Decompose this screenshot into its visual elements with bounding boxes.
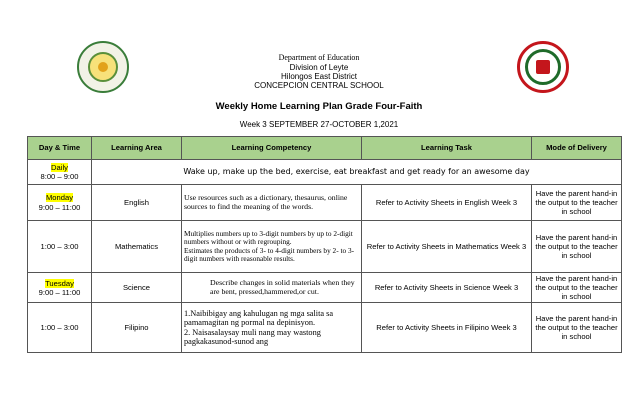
table-row [28,273,622,303]
learning-competency: Use resources such as a dictionary, thesaurus, online sources to find the meaning of the words. [182,185,362,221]
learning-plan-table [27,136,622,353]
competency-item: 2. Naisasalaysay muli nang may wastong pagkakasunod-sunod ang [184,327,321,347]
table-row [28,185,622,221]
table-header-row [28,137,622,160]
learning-area: Mathematics [92,221,182,273]
competency-item: Describe changes in solid materials when they are bent, pressed,hammered,or cut. [210,277,355,296]
row-day-time [28,185,92,221]
day-label: Tuesday [45,278,74,288]
time-label: 1:00 – 3:00 [40,323,79,333]
learning-area: Science [92,273,182,303]
learning-task: Refer to Activity Sheets in English Week 3 [362,185,532,221]
week-range: Week 3 SEPTEMBER 27-OCTOBER 1,2021 [239,120,399,129]
learning-competency [182,273,362,303]
daily-day-time [28,160,92,185]
day-label: Daily [51,162,68,172]
row-day-time [28,221,92,273]
learning-competency [182,303,362,353]
competency-item: Multiplies numbers up to 3-digit numbers by up to 2-digit numbers without or with regrouping. [184,228,353,247]
time-label: 9:00 – 11:00 [38,202,81,212]
day-label: Monday [45,193,74,203]
header-learning-area: Learning Area [92,137,182,160]
competency-item: 1.Naibibigay ang kahulugan ng mga salita sa pamamagitan ng pormal na depinisyon. [184,308,334,328]
competency-item: Estimates the products of 3- to 4-digit numbers by 2- to 3-digit numbers with reasonable results. [184,245,355,263]
time-label: 8:00 – 9:00 [40,172,79,181]
learning-area: English [92,185,182,221]
learning-task: Refer to Activity Sheets in Filipino Week 3 [362,303,532,353]
mode-of-delivery: Have the parent hand-in the output to the teacher in school [532,273,622,303]
daily-routine: Wake up, make up the bed, exercise, eat breakfast and get ready for an awesome day [92,160,622,185]
mode-of-delivery: Have the parent hand-in the output to the teacher in school [532,303,622,353]
district-name: Hilongos East District [280,72,358,81]
table-row [28,303,622,353]
header-learning-competency: Learning Competency [182,137,362,160]
mode-of-delivery: Have the parent hand-in the output to the teacher in school [532,221,622,273]
header-day-time: Day & Time [28,137,92,160]
plan-title: Weekly Home Learning Plan Grade Four-Faith [215,101,423,112]
table-row-daily [28,160,622,185]
time-label: 9:00 – 11:00 [38,287,81,297]
division-name: Division of Leyte [289,63,349,72]
learning-competency [182,221,362,273]
time-label: 1:00 – 3:00 [40,241,79,251]
department-name: Department of Education [278,53,360,62]
mode-of-delivery: Have the parent hand-in the output to the teacher in school [532,185,622,221]
row-day-time [28,273,92,303]
header-mode-of-delivery: Mode of Delivery [532,137,622,160]
header-learning-task: Learning Task [362,137,532,160]
row-day-time [28,303,92,353]
school-name: CONCEPCION CENTRAL SCHOOL [254,81,384,90]
table-row [28,221,622,273]
learning-area: Filipino [92,303,182,353]
learning-task: Refer to Activity Sheets in Mathematics Week 3 [362,221,532,273]
learning-task: Refer to Activity Sheets in Science Week 3 [362,273,532,303]
